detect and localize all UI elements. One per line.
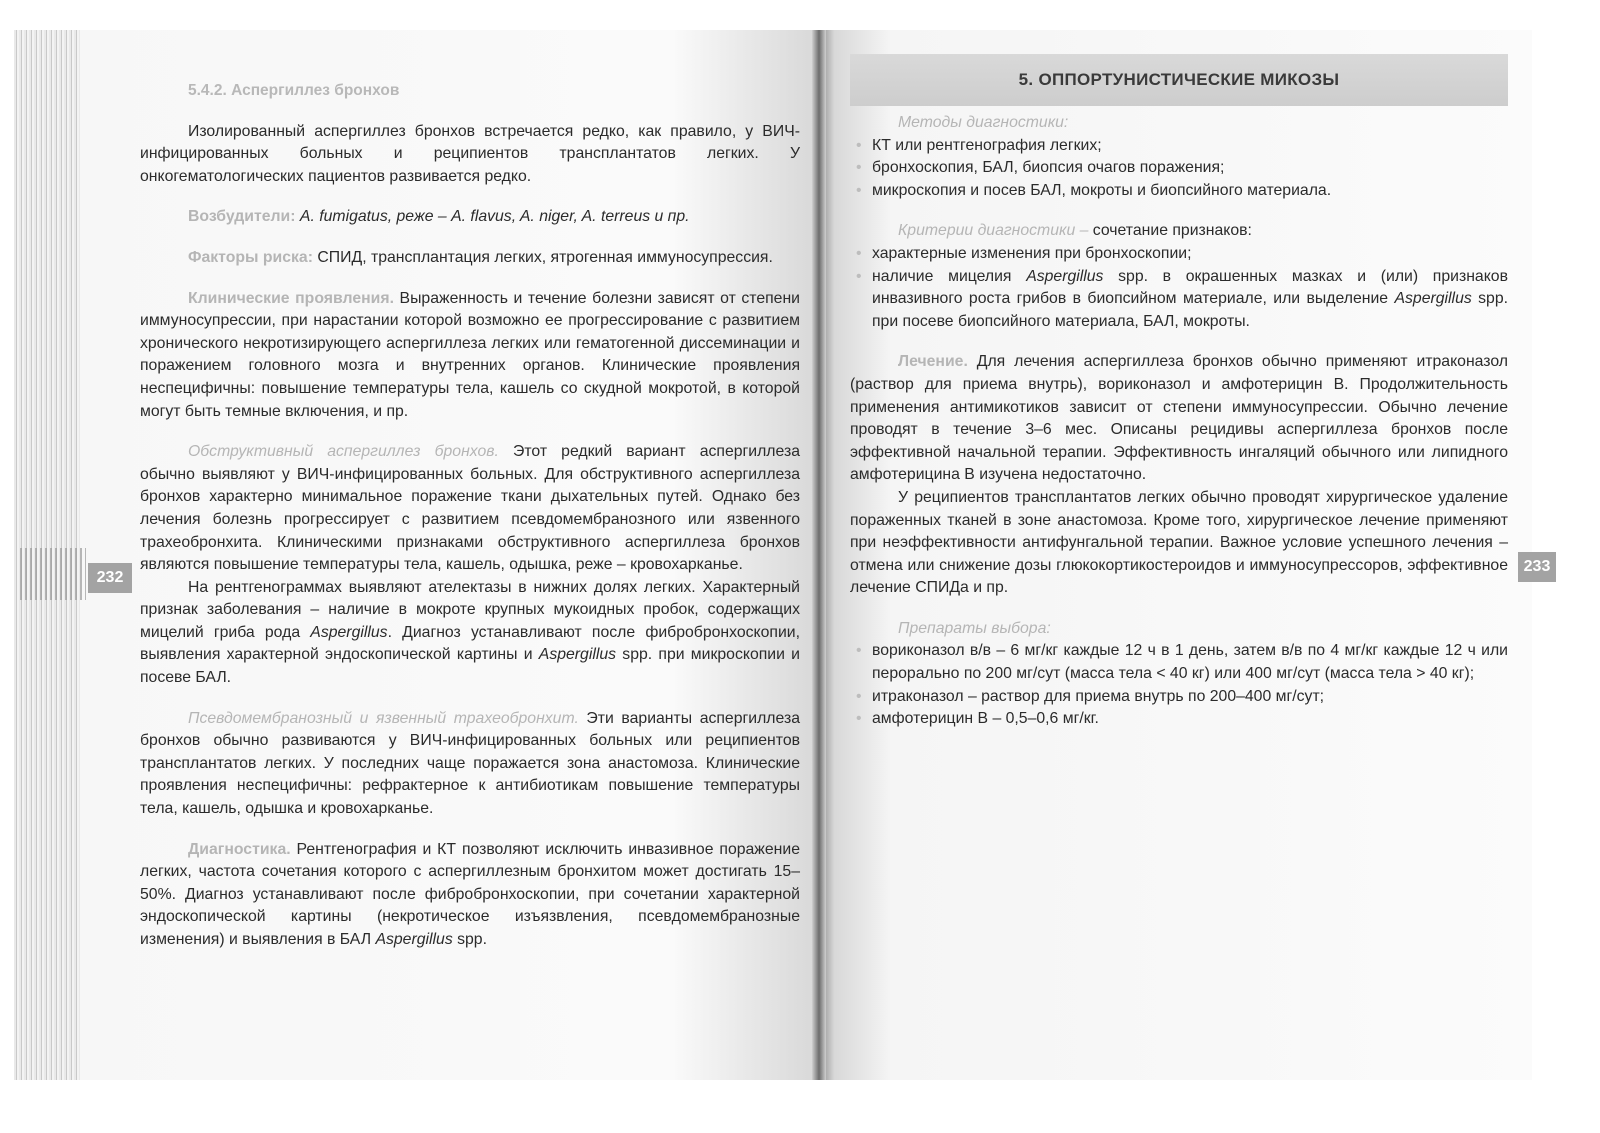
criteria-label: Критерии диагностики – <box>898 222 1089 240</box>
risk-paragraph <box>140 247 800 270</box>
xray-text-1: На рентгенограммах выявляют ателектазы в нижних долях легких. Характерный признак заболевания – наличие в мокроте крупных мукоидных пробок, содержащих мицелий гриба рода <box>140 578 800 641</box>
page-number-left: 232 <box>88 563 132 593</box>
obstructive-paragraph <box>140 441 800 577</box>
criteria-list <box>850 243 1508 333</box>
risk-label: Факторы риска: <box>188 248 313 266</box>
chapter-header <box>850 54 1508 106</box>
criteria-text-c: spp. при посеве биопсийного материала, БАЛ, мокроты. <box>872 290 1509 330</box>
pseudo-label: Псевдомембранозный и язвенный трахеобронхит. <box>188 709 579 727</box>
pseudo-text: Эти варианты аспергиллеза бронхов обычно развиваются у ВИЧ-инфицированных больных или реципиентов трансплантатов легких. У последних чаще поражается зона анастомоза. Клинические проявления неспецифичны: рефрактерное к антибиотикам повышение температуры тела, кашель, одышка и кровохарканье. <box>140 709 800 818</box>
list-item: • итраконазол – раствор для приема внутрь по 200–400 мг/сут; <box>850 686 1508 709</box>
xray-paragraph <box>140 577 800 690</box>
list-item: • микроскопия и посев БАЛ, мокроты и биопсийного материала. <box>850 180 1508 203</box>
list-item: • бронхоскопия, БАЛ, биопсия очагов поражения; <box>850 157 1508 180</box>
criteria-text-b: spp. в окрашенных мазках и (или) признаков инвазивного роста грибов в биопсийном материале, или выделение <box>872 267 1508 308</box>
xray-text-2: . Диагноз устанавливают после фибробронхоскопии, выявления характерной эндоскопической картины и <box>140 623 800 664</box>
list-item: • вориконазол в/в – 6 мг/кг каждые 12 ч в 1 день, затем в/в по 4 мг/кг каждые 12 ч или перорально по 200 мг/сут (масса тела < 40 кг) или 400 мг/сут (масса тела > 40 кг); <box>850 640 1508 685</box>
clinical-label: Клинические проявления. <box>188 289 394 307</box>
list-item <box>850 266 1508 334</box>
treatment-paragraph <box>850 351 1508 487</box>
list-item: • характерные изменения при бронхоскопии; <box>850 243 1508 266</box>
left-page-text <box>140 80 800 952</box>
methods-label: Методы диагностики: <box>898 114 1069 131</box>
diagnostics-genus: Aspergillus <box>375 931 453 948</box>
obstructive-label: Обструктивный аспергиллез бронхов. <box>188 443 499 461</box>
clinical-text: Выраженность и течение болезни зависят от степени иммуносупрессии, при нарастании которой возможно ее прогрессирование с развитием хронического некротизирующего аспергиллеза легких или гематогенной диссеминации и поражением головного мозга и внутренних органов. Клинические проявления неспецифичны: повышение температуры тела, кашель со скудной мокротой, в которой могут быть темные включения, и пр. <box>140 289 801 420</box>
book-gutter <box>812 30 826 1080</box>
treatment-text: Для лечения аспергиллеза бронхов обычно применяют итраконазол (раствор для приема внутрь), вориконазол и амфотерицин В. Продолжительность применения антимикотиков зависит от степени иммуносупрессии. Обычно лечение проводят в течение 3–6 мес. Описаны рецидивы аспергиллеза бронхов после эффективной начальной терапии. Эффективность ингаляций обычного или липидного амфотерицина В изучена недостаточно. <box>850 353 1508 484</box>
criteria-text-a: наличие мицелия <box>872 267 1027 285</box>
criteria-genus-1: Aspergillus <box>1026 267 1104 285</box>
obstructive-text: Этот редкий вариант аспергиллеза обычно выявляют у ВИЧ-инфицированных больных. Для обструктивного аспергиллеза бронхов характерно минимальное поражение ткани дыхательных путей. Однако без лечения болезнь прогрессирует с развитием псевдомембранозного или язвенного трахеобронхита. Клиническими признаками обструктивного аспергиллеза бронхов являются повышение температуры тела, кашель, одышка, реже – кровохарканье. <box>140 443 800 574</box>
drugs-list <box>850 640 1508 730</box>
pathogens-paragraph <box>140 206 800 229</box>
list-item: • амфотерицин В – 0,5–0,6 мг/кг. <box>850 708 1508 731</box>
right-page-text <box>850 112 1508 731</box>
pseudo-paragraph <box>140 708 800 821</box>
thumb-index-marks <box>20 548 86 600</box>
drugs-label: Препараты выбора: <box>898 619 1051 637</box>
clinical-paragraph <box>140 288 800 424</box>
xray-genus: Aspergillus <box>310 623 388 641</box>
xray-genus-2: Aspergillus <box>538 646 617 664</box>
pathogens-label: Возбудители: <box>188 208 296 226</box>
criteria-text: сочетание признаков: <box>1092 222 1252 240</box>
criteria-genus-2: Aspergillus <box>1394 290 1472 308</box>
diagnostics-paragraph <box>140 839 800 952</box>
criteria-heading <box>850 220 1508 243</box>
list-item: • КТ или рентгенография легких; <box>850 135 1508 158</box>
page-number-right: 233 <box>1518 552 1556 582</box>
xray-text-3: spp. при микроскопии и посеве БАЛ. <box>140 646 801 687</box>
diagnostics-text-end: spp. <box>452 931 487 948</box>
diagnostics-label: Диагностика. <box>188 840 291 858</box>
pathogens-text: A. fumigatus, реже – A. flavus, A. niger, A. terreus и пр. <box>299 208 690 226</box>
treatment-label: Лечение. <box>898 353 968 371</box>
diagnostics-text: Рентгенография и КТ позволяют исключить инвазивное поражение легких, частота сочетания которого с аспергиллезным бронхитом может достигать 15–50%. Диагноз устанавливают после фибробронхоскопии, при сочетании характерной эндоскопической картины (некротическое изъязвления, псевдомембранозные изменения) и выявления в БАЛ <box>140 840 800 948</box>
risk-text: СПИД, трансплантация легких, ятрогенная иммуносупрессия. <box>317 248 773 266</box>
chapter-header-title: 5. ОППОРТУНИСТИЧЕСКИЕ МИКОЗЫ <box>1018 70 1340 89</box>
methods-list <box>850 135 1508 203</box>
surgery-paragraph: У реципиентов трансплантатов легких обычно проводят хирургическое удаление пораженных тканей в зоне анастомоза. Кроме того, хирургическое лечение применяют при неэффективности антифунгальной терапии. Важное условие успешного лечения – отмена или снижение дозы глюкокортикостероидов и иммуносупрессоров, эффективное лечение СПИДа и пр. <box>850 488 1508 597</box>
section-title: 5.4.2. Аспергиллез бронхов <box>188 82 400 99</box>
intro-paragraph: Изолированный аспергиллез бронхов встречается редко, как правило, у ВИЧ-инфицированных больных и реципиентов трансплантатов легких. У онкогематологических пациентов развивается редко. <box>140 122 800 185</box>
